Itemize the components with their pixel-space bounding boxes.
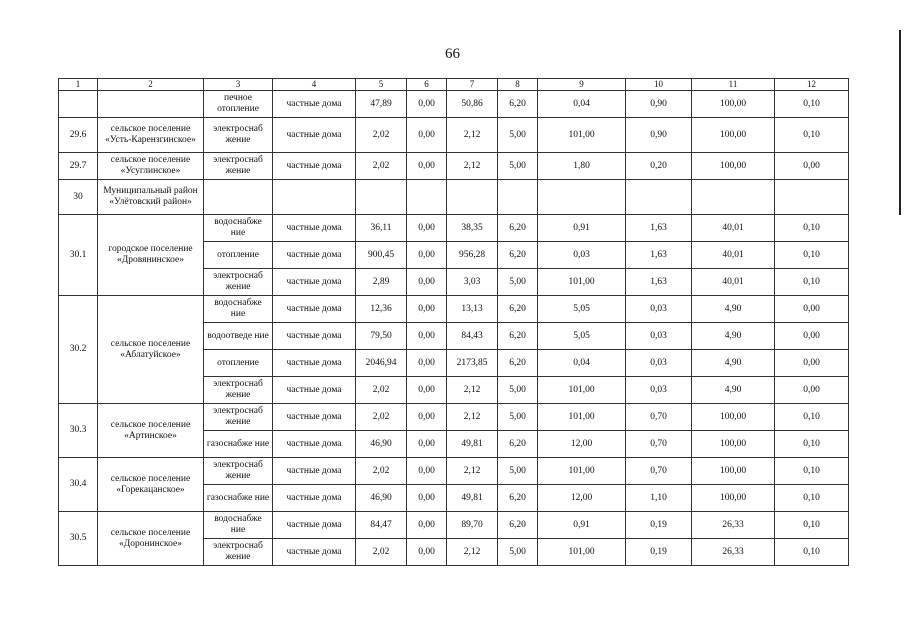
value-cell: 6,20 [498,323,538,350]
value-cell: 0,04 [538,350,626,377]
value-cell: 0,00 [407,215,447,242]
value-cell: 26,33 [692,512,775,539]
value-cell: 0,91 [538,512,626,539]
value-cell: 1,80 [538,153,626,180]
dwelling-type: частные дома [273,539,356,566]
dwelling-type: частные дома [273,377,356,404]
value-cell: 2,02 [356,153,407,180]
dwelling-type: частные дома [273,431,356,458]
value-cell: 5,00 [498,118,538,153]
page-number: 66 [445,46,460,62]
value-cell: 2046,94 [356,350,407,377]
header-cell: 10 [626,79,692,91]
value-cell: 0,03 [626,377,692,404]
value-cell: 0,90 [626,118,692,153]
value-cell: 89,70 [447,512,498,539]
value-cell: 0,00 [775,377,849,404]
value-cell: 2,02 [356,118,407,153]
value-cell: 1,63 [626,242,692,269]
value-cell: 12,00 [538,485,626,512]
value-cell: 6,20 [498,242,538,269]
dwelling-type: частные дома [273,512,356,539]
value-cell: 40,01 [692,242,775,269]
value-cell: 12,36 [356,296,407,323]
table-row [59,180,849,215]
value-cell: 4,90 [692,377,775,404]
header-row [59,79,849,91]
value-cell: 6,20 [498,91,538,118]
value-cell: 101,00 [538,404,626,431]
value-cell: 100,00 [692,458,775,485]
value-cell: 0,00 [407,269,447,296]
header-cell: 4 [273,79,356,91]
value-cell: 79,50 [356,323,407,350]
value-cell: 0,10 [775,512,849,539]
table-row [59,512,849,539]
value-cell: 0,00 [407,539,447,566]
value-cell: 0,00 [407,91,447,118]
row-id: 29.6 [59,118,98,153]
value-cell: 5,00 [498,539,538,566]
value-cell: 0,19 [626,512,692,539]
dwelling-type: частные дома [273,404,356,431]
dwelling-type: частные дома [273,153,356,180]
table-row [59,215,849,242]
utility-type: водоснабже ние [204,296,273,323]
value-cell: 0,00 [407,512,447,539]
value-cell: 100,00 [692,153,775,180]
dwelling-type: частные дома [273,485,356,512]
row-id: 30 [59,180,98,215]
value-cell: 956,28 [447,242,498,269]
value-cell: 0,00 [775,153,849,180]
header-cell: 5 [356,79,407,91]
utility-type: электроснаб жение [204,118,273,153]
value-cell: 2,89 [356,269,407,296]
header-cell: 7 [447,79,498,91]
value-cell: 0,00 [775,350,849,377]
value-cell: 38,35 [447,215,498,242]
dwelling-type: частные дома [273,350,356,377]
row-id: 30.4 [59,458,98,512]
dwelling-type: частные дома [273,91,356,118]
utility-type: водоотведе ние [204,323,273,350]
value-cell: 0,00 [407,431,447,458]
row-id: 30.2 [59,296,98,404]
value-cell: 12,00 [538,431,626,458]
settlement-name: сельское поселение «Усть-Карензгинское» [98,118,204,153]
value-cell: 0,00 [407,404,447,431]
table-row [59,118,849,153]
value-cell: 5,00 [498,153,538,180]
value-cell: 2,02 [356,539,407,566]
value-cell: 5,00 [498,404,538,431]
utility-type: водоснабже ние [204,215,273,242]
value-cell: 0,10 [775,485,849,512]
value-cell: 49,81 [447,431,498,458]
settlement-name [98,91,204,118]
value-cell: 900,45 [356,242,407,269]
value-cell: 0,10 [775,458,849,485]
value-cell: 100,00 [692,118,775,153]
value-cell: 5,00 [498,458,538,485]
value-cell: 0,00 [407,377,447,404]
value-cell: 4,90 [692,323,775,350]
value-cell: 6,20 [498,350,538,377]
value-cell: 3,03 [447,269,498,296]
value-cell: 4,90 [692,296,775,323]
value-cell: 2,02 [356,377,407,404]
value-cell: 0,00 [407,485,447,512]
value-cell: 2,12 [447,118,498,153]
row-id: 30.5 [59,512,98,566]
value-cell: 0,00 [407,242,447,269]
value-cell: 0,00 [775,323,849,350]
value-cell: 0,00 [407,153,447,180]
table-row [59,91,849,118]
value-cell: 0,10 [775,404,849,431]
utility-type: электроснаб жение [204,539,273,566]
settlement-name: сельское поселение «Артинское» [98,404,204,458]
table-row [59,458,849,485]
utility-type: газоснабже ние [204,485,273,512]
value-cell: 101,00 [538,458,626,485]
value-cell: 49,81 [447,485,498,512]
value-cell: 50,86 [447,91,498,118]
value-cell: 0,00 [407,118,447,153]
value-cell: 0,03 [538,242,626,269]
settlement-name: сельское поселение «Аблатуйское» [98,296,204,404]
value-cell: 100,00 [692,431,775,458]
value-cell: 2,12 [447,377,498,404]
value-cell: 1,63 [626,269,692,296]
settlement-name: сельское поселение «Горекацанское» [98,458,204,512]
settlement-name: сельское поселение «Доронинское» [98,512,204,566]
value-cell: 0,10 [775,242,849,269]
settlement-name: Муниципальный район «Улётовский район» [98,180,204,215]
margin-bar [899,30,901,215]
value-cell: 100,00 [692,404,775,431]
utility-type: газоснабже ние [204,431,273,458]
value-cell: 5,00 [498,377,538,404]
value-cell: 0,00 [407,296,447,323]
value-cell: 2,12 [447,539,498,566]
value-cell: 46,90 [356,431,407,458]
value-cell: 0,03 [626,350,692,377]
value-cell: 2,12 [447,153,498,180]
dwelling-type: частные дома [273,215,356,242]
value-cell: 101,00 [538,269,626,296]
value-cell: 40,01 [692,215,775,242]
value-cell: 2,02 [356,458,407,485]
value-cell: 101,00 [538,118,626,153]
utility-type: печное отопление [204,91,273,118]
value-cell: 6,20 [498,431,538,458]
row-id [59,91,98,118]
value-cell: 0,00 [407,458,447,485]
value-cell: 0,10 [775,118,849,153]
value-cell: 101,00 [538,539,626,566]
value-cell: 0,90 [626,91,692,118]
value-cell: 0,70 [626,431,692,458]
value-cell: 0,03 [626,323,692,350]
utility-type: электроснаб жение [204,377,273,404]
row-id: 30.1 [59,215,98,296]
value-cell: 84,47 [356,512,407,539]
utility-type: отопление [204,242,273,269]
value-cell: 101,00 [538,377,626,404]
header-cell: 11 [692,79,775,91]
value-cell: 0,00 [775,296,849,323]
table-row [59,296,849,323]
value-cell: 6,20 [498,485,538,512]
table-row [59,404,849,431]
value-cell: 40,01 [692,269,775,296]
dwelling-type: частные дома [273,458,356,485]
value-cell: 0,00 [407,350,447,377]
value-cell: 1,63 [626,215,692,242]
value-cell: 6,20 [498,215,538,242]
value-cell: 13,13 [447,296,498,323]
value-cell: 0,10 [775,539,849,566]
utility-type: электроснаб жение [204,458,273,485]
header-cell: 9 [538,79,626,91]
header-cell: 6 [407,79,447,91]
value-cell: 0,00 [407,323,447,350]
value-cell: 5,00 [498,269,538,296]
utility-type: электроснаб жение [204,269,273,296]
value-cell: 5,05 [538,323,626,350]
header-cell: 2 [98,79,204,91]
utility-type: электроснаб жение [204,404,273,431]
value-cell: 26,33 [692,539,775,566]
value-cell: 2,12 [447,404,498,431]
tariff-table [58,78,849,566]
settlement-name: сельское поселение «Усуглинское» [98,153,204,180]
dwelling-type: частные дома [273,118,356,153]
value-cell: 2,02 [356,404,407,431]
header-cell: 3 [204,79,273,91]
value-cell: 0,04 [538,91,626,118]
value-cell: 84,43 [447,323,498,350]
value-cell: 2173,85 [447,350,498,377]
dwelling-type: частные дома [273,269,356,296]
value-cell: 100,00 [692,91,775,118]
header-cell: 12 [775,79,849,91]
value-cell: 100,00 [692,485,775,512]
value-cell: 0,03 [626,296,692,323]
value-cell: 6,20 [498,296,538,323]
dwelling-type: частные дома [273,242,356,269]
dwelling-type: частные дома [273,296,356,323]
value-cell: 0,10 [775,215,849,242]
settlement-name: городское поселение «Дровянинское» [98,215,204,296]
value-cell: 0,10 [775,91,849,118]
utility-type: водоснабже ние [204,512,273,539]
row-id: 30.3 [59,404,98,458]
value-cell: 5,05 [538,296,626,323]
value-cell: 0,10 [775,269,849,296]
value-cell: 6,20 [498,512,538,539]
value-cell: 4,90 [692,350,775,377]
value-cell: 0,70 [626,458,692,485]
value-cell: 2,12 [447,458,498,485]
value-cell: 0,19 [626,539,692,566]
value-cell: 47,89 [356,91,407,118]
value-cell: 46,90 [356,485,407,512]
header-cell: 8 [498,79,538,91]
value-cell: 1,10 [626,485,692,512]
table-row [59,153,849,180]
value-cell: 0,10 [775,431,849,458]
utility-type: отопление [204,350,273,377]
row-id: 29.7 [59,153,98,180]
dwelling-type: частные дома [273,323,356,350]
value-cell: 0,91 [538,215,626,242]
header-cell: 1 [59,79,98,91]
value-cell: 36,11 [356,215,407,242]
utility-type: электроснаб жение [204,153,273,180]
value-cell: 0,70 [626,404,692,431]
value-cell: 0,20 [626,153,692,180]
